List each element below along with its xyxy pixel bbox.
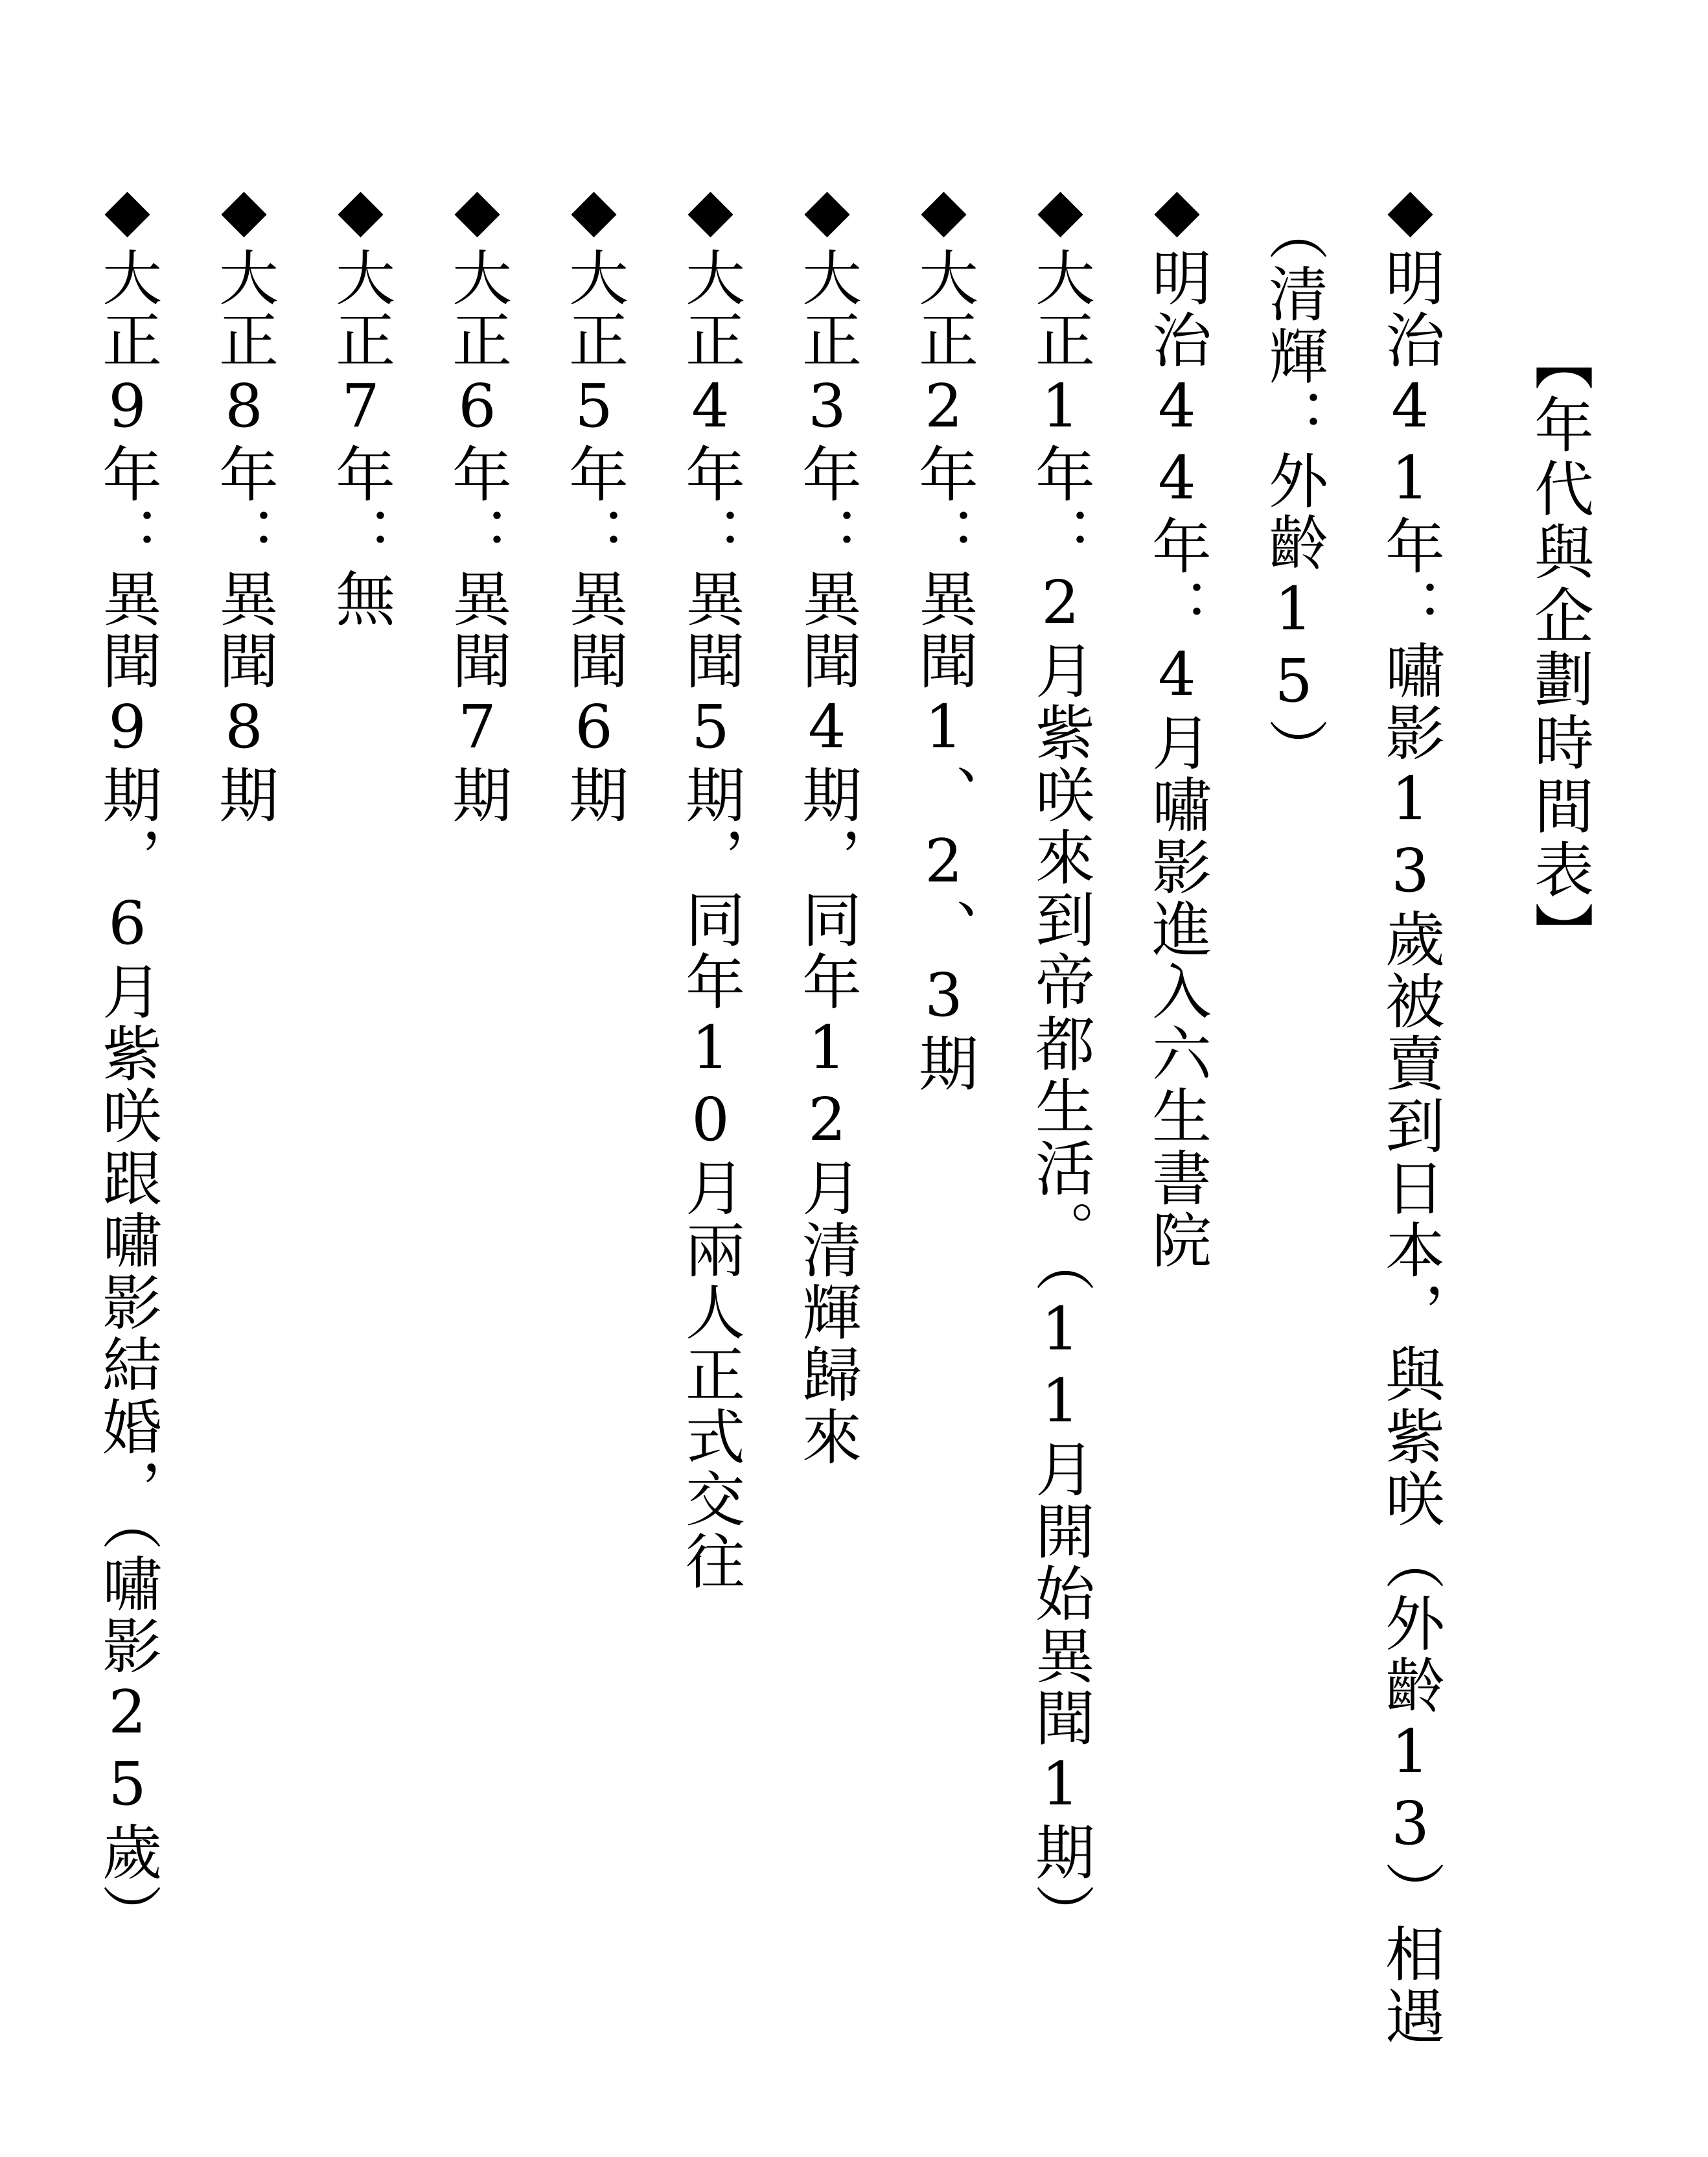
entry-text: 明治44年：4月嘯影進入六生書院 (1142, 247, 1212, 1272)
diamond-bullet-icon: ◆ (443, 175, 512, 247)
diamond-bullet-icon: ◆ (559, 175, 629, 247)
entry-text: 大正3年：異聞4期，同年12月清輝歸來 (792, 247, 862, 1468)
timeline-entry-taisho-2 (885, 175, 1002, 2119)
timeline-entry-taisho-1 (1002, 175, 1118, 2119)
timeline-entry-taisho-8 (185, 175, 302, 2119)
diamond-bullet-icon: ◆ (326, 175, 395, 247)
entry-text: 大正5年：異聞6期 (559, 247, 629, 826)
timeline-entry-meiji-44 (1118, 175, 1235, 2119)
page-title: 【年代與企劃時間表】 (1525, 331, 1594, 966)
diamond-bullet-icon: ◆ (93, 175, 162, 247)
timeline-entry-meiji-41 (1352, 175, 1468, 2119)
diamond-bullet-icon: ◆ (1376, 175, 1445, 247)
entry-text: 大正7年：無 (326, 247, 395, 630)
timeline-entry-taisho-7 (302, 175, 419, 2119)
entry-text: 大正1年：2月紫咲來到帝都生活。（11月開始異聞1期） (1026, 247, 1095, 1946)
entry-text: 大正4年：異聞5期，同年10月兩人正式交往 (676, 247, 745, 1592)
timeline-entry-taisho-5 (535, 175, 652, 2119)
diamond-bullet-icon: ◆ (909, 175, 978, 247)
timeline-entry-taisho-9 (69, 175, 185, 2119)
diamond-bullet-icon: ◆ (209, 175, 279, 247)
timeline-entry-taisho-3 (768, 175, 885, 2119)
entry-text: 大正2年：異聞1、2、3期 (909, 247, 978, 1095)
timeline-entry-taisho-4 (652, 175, 768, 2119)
diamond-bullet-icon: ◆ (792, 175, 862, 247)
diamond-bullet-icon: ◆ (676, 175, 745, 247)
timeline-entry-taisho-6 (419, 175, 535, 2119)
entry-text: 大正9年：異聞9期，6月紫咲跟嘯影結婚，（嘯影25歲） (93, 247, 162, 1946)
entry-text: 大正8年：異聞8期 (209, 247, 279, 826)
diamond-bullet-icon: ◆ (1026, 175, 1095, 247)
timeline-note-kiyoteru (1235, 175, 1352, 2119)
entry-text: 明治41年：嘯影13歲被賣到日本，與紫咲（外齡13）相遇 (1376, 247, 1445, 2047)
note-text: （清輝：外齡15） (1259, 201, 1328, 780)
timeline-text (69, 175, 1617, 2119)
entry-text: 大正6年：異聞7期 (443, 247, 512, 826)
diamond-bullet-icon: ◆ (1142, 175, 1212, 247)
